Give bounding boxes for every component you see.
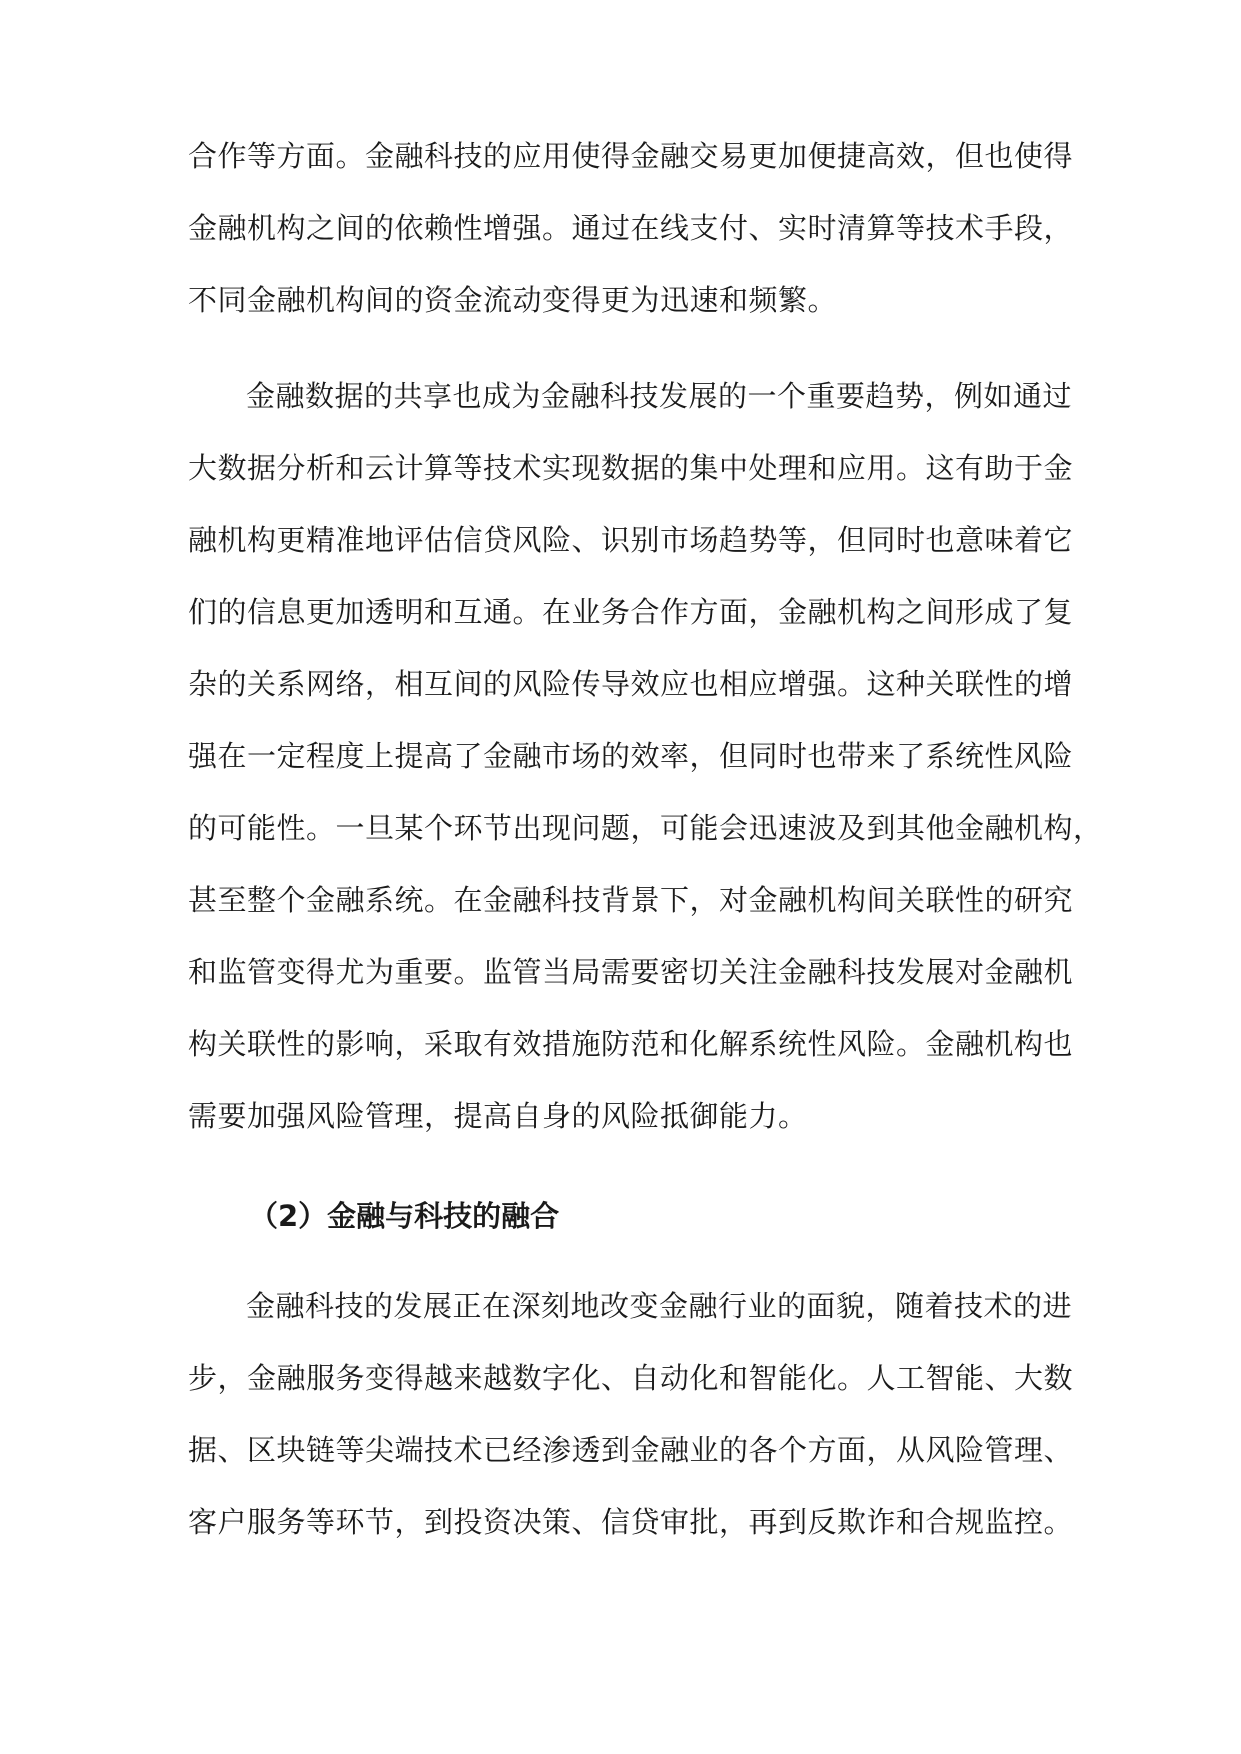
paragraph-line: 杂的关系网络，相互间的风险传导效应也相应增强。这种关联性的增 [188,667,1074,701]
section-heading: （2）金融与科技的融合 [249,1199,560,1233]
paragraph-line: 金融数据的共享也成为金融科技发展的一个重要趋势，例如通过 [246,379,1073,413]
paragraph-line: 的可能性。一旦某个环节出现问题，可能会迅速波及到其他金融机构， [188,811,1103,845]
paragraph-line: 不同金融机构间的资金流动变得更为迅速和频繁。 [188,283,838,317]
paragraph-line: 客户服务等环节，到投资决策、信贷审批，再到反欺诈和合规监控。 [188,1505,1074,1539]
paragraph-line: 合作等方面。金融科技的应用使得金融交易更加便捷高效，但也使得 [188,139,1074,173]
paragraph-line: 强在一定程度上提高了金融市场的效率，但同时也带来了系统性风险 [188,739,1074,773]
paragraph-line: 融机构更精准地评估信贷风险、识别市场趋势等，但同时也意味着它 [188,523,1074,557]
paragraph-line: 步，金融服务变得越来越数字化、自动化和智能化。人工智能、大数 [188,1361,1074,1395]
paragraph-line: 和监管变得尤为重要。监管当局需要密切关注金融科技发展对金融机 [188,955,1074,989]
paragraph-line: 需要加强风险管理，提高自身的风险抵御能力。 [188,1099,808,1133]
paragraph-line: 据、区块链等尖端技术已经渗透到金融业的各个方面，从风险管理、 [188,1433,1074,1467]
paragraph-line: 大数据分析和云计算等技术实现数据的集中处理和应用。这有助于金 [188,451,1074,485]
paragraph-line: 们的信息更加透明和互通。在业务合作方面，金融机构之间形成了复 [188,595,1074,629]
paragraph-line: 构关联性的影响，采取有效措施防范和化解系统性风险。金融机构也 [188,1027,1074,1061]
paragraph-line: 甚至整个金融系统。在金融科技背景下，对金融机构间关联性的研究 [188,883,1074,917]
paragraph-line: 金融机构之间的依赖性增强。通过在线支付、实时清算等技术手段， [188,211,1074,245]
paragraph-line: 金融科技的发展正在深刻地改变金融行业的面貌，随着技术的进 [246,1289,1073,1323]
